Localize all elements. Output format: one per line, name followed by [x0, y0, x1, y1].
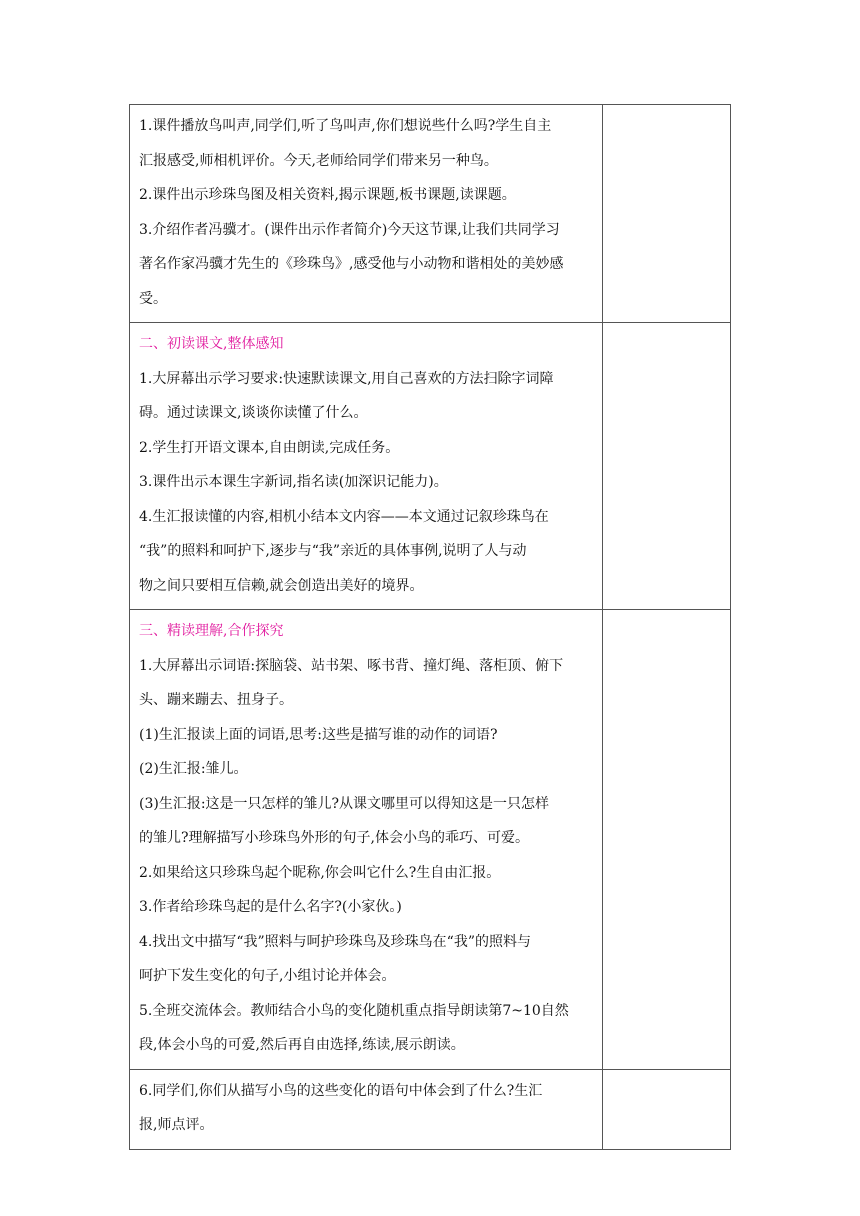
text-line: 3.课件出示本课生字新词,指名读(加深识记能力)。 — [139, 474, 448, 490]
notes-cell — [603, 105, 731, 323]
text-line: 报,师点评。 — [139, 1117, 214, 1133]
text-line: (2)生汇报:雏儿。 — [139, 761, 248, 777]
text-line: 2.如果给这只珍珠鸟起个昵称,你会叫它什么?生自由汇报。 — [139, 864, 501, 881]
text-line: 受。 — [139, 290, 167, 307]
notes-cell — [603, 323, 731, 610]
text-line: 著名作家冯骥才先生的《珍珠鸟》,感受他与小动物和谐相处的美妙感 — [139, 256, 564, 272]
text-line: 6.同学们,你们从描写小鸟的这些变化的语句中体会到了什么?生汇 — [139, 1082, 543, 1099]
text-line: (3)生汇报:这是一只怎样的雏儿?从课文哪里可以得知这是一只怎样 — [139, 795, 550, 812]
content-cell — [130, 323, 603, 610]
text-line: 2.学生打开语文课本,自由朗读,完成任务。 — [139, 439, 400, 456]
text-line: 1.课件播放鸟叫声,同学们,听了鸟叫声,你们想说些什么吗?学生自主 — [139, 118, 552, 134]
text-line: 碍。通过读课文,谈谈你读懂了什么。 — [139, 405, 368, 421]
text-line: 5.全班交流体会。教师结合小鸟的变化随机重点指导朗读第7~10自然 — [139, 1002, 569, 1019]
table-body — [130, 105, 731, 1150]
content-cell — [130, 105, 603, 323]
text-line: (1)生汇报读上面的词语,思考:这些是描写谁的动作的词语? — [139, 726, 498, 743]
notes-cell — [603, 610, 731, 1070]
text-line: 3.介绍作者冯骥才。(课件出示作者简介)今天这节课,让我们共同学习 — [139, 221, 560, 238]
content-cell — [130, 1069, 603, 1149]
text-line: 的雏儿?理解描写小珍珠鸟外形的句子,体会小鸟的乖巧、可爱。 — [139, 830, 529, 846]
section-heading: 二、初读课文,整体感知 — [139, 336, 284, 352]
text-line: 呵护下发生变化的句子,小组讨论并体会。 — [139, 968, 396, 984]
text-line: 段,体会小鸟的可爱,然后再自由选择,练读,展示朗读。 — [139, 1037, 465, 1053]
section-heading: 三、精读理解,合作探究 — [139, 623, 284, 639]
content-cell — [130, 610, 603, 1070]
table-row — [130, 105, 731, 323]
table-row — [130, 1069, 731, 1149]
text-line: 汇报感受,师相机评价。今天,老师给同学们带来另一种鸟。 — [139, 152, 498, 169]
text-line: 2.课件出示珍珠鸟图及相关资料,揭示课题,板书课题,读课题。 — [139, 187, 516, 203]
table-row — [130, 610, 731, 1070]
text-line: 物之间只要相互信赖,就会创造出美好的境界。 — [139, 577, 424, 594]
notes-cell — [603, 1069, 731, 1149]
text-line: 1.大屏幕出示词语:探脑袋、站书架、啄书背、撞灯绳、落柜顶、俯下 — [139, 657, 564, 674]
text-line: 4.找出文中描写“我”照料与呵护珍珠鸟及珍珠鸟在“我”的照料与 — [139, 933, 531, 950]
text-line: 1.大屏幕出示学习要求:快速默读课文,用自己喜欢的方法扫除字词障 — [139, 370, 554, 387]
text-line: 3.作者给珍珠鸟起的是什么名字?(小家伙。) — [139, 899, 402, 915]
lesson-plan-table — [129, 104, 731, 1150]
table-row — [130, 323, 731, 610]
text-line: “我”的照料和呵护下,逐步与“我”亲近的具体事例,说明了人与动 — [139, 543, 527, 559]
text-line: 头、蹦来蹦去、扭身子。 — [139, 692, 293, 708]
text-line: 4.生汇报读懂的内容,相机小结本文内容——本文通过记叙珍珠鸟在 — [139, 508, 549, 525]
